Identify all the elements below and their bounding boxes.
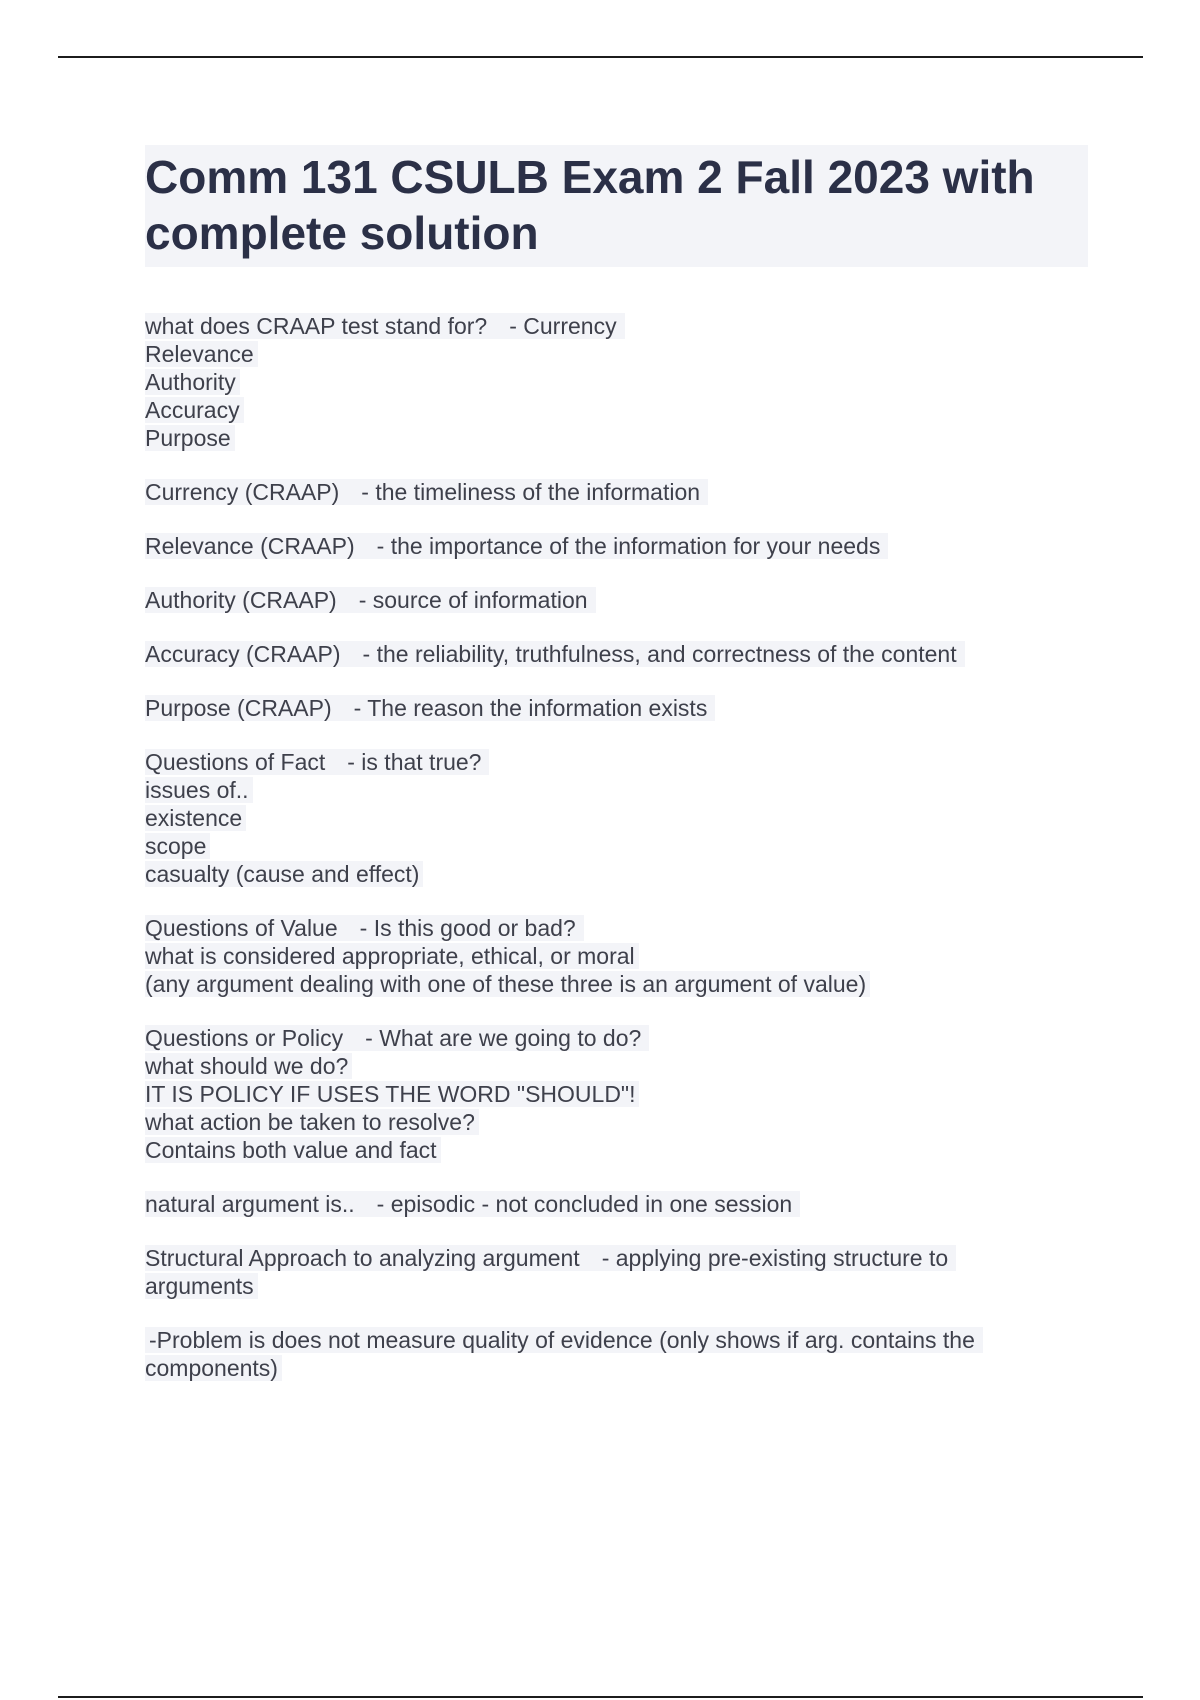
flashcard-definition: - Is this good or bad? xyxy=(360,915,580,941)
flashcard-definition: Purpose xyxy=(145,425,235,451)
flashcard-definition: arguments xyxy=(145,1273,258,1299)
flashcard-definition: issues of.. xyxy=(145,777,253,803)
flashcard-term: Questions of Value xyxy=(145,915,342,941)
flashcard-definition: - the timeliness of the information xyxy=(361,479,704,505)
flashcard-definition: Authority xyxy=(145,369,240,395)
flashcard-definition-line xyxy=(145,1354,1095,1382)
flashcard-definition-line xyxy=(145,860,1095,888)
flashcard xyxy=(145,1326,1095,1382)
flashcard-definition-line xyxy=(145,804,1095,832)
flashcard-definition: what is considered appropriate, ethical, or moral xyxy=(145,943,639,969)
flashcard xyxy=(145,1190,1095,1218)
flashcard-first-line xyxy=(145,694,1095,722)
flashcard-first-line xyxy=(145,312,1095,340)
flashcard-definition: (any argument dealing with one of these three is an argument of value) xyxy=(145,971,870,997)
flashcard-definition: casualty (cause and effect) xyxy=(145,861,423,887)
flashcard-definition-line xyxy=(145,832,1095,860)
flashcard-first-line xyxy=(145,748,1095,776)
flashcard-definition-line xyxy=(145,1108,1095,1136)
flashcard-term: Accuracy (CRAAP) xyxy=(145,641,345,667)
flashcard-definition: - applying pre-existing structure to xyxy=(602,1245,952,1271)
flashcard-definition: components) xyxy=(145,1355,282,1381)
flashcard-first-line xyxy=(145,1024,1095,1052)
flashcard-first-line xyxy=(145,640,1095,668)
flashcard xyxy=(145,1024,1095,1164)
flashcard-term: Questions or Policy xyxy=(145,1025,347,1051)
flashcard-definition: Contains both value and fact xyxy=(145,1137,441,1163)
flashcard-definition: scope xyxy=(145,833,210,859)
flashcard-definition-line xyxy=(145,942,1095,970)
flashcard-term: Currency (CRAAP) xyxy=(145,479,343,505)
flashcard-definition: IT IS POLICY IF USES THE WORD "SHOULD"! xyxy=(145,1081,639,1107)
flashcard-term: Authority (CRAAP) xyxy=(145,587,341,613)
flashcard-definition: Accuracy xyxy=(145,397,244,423)
flashcard-term: Purpose (CRAAP) xyxy=(145,695,336,721)
flashcard-definition: - is that true? xyxy=(347,749,485,775)
flashcard-first-line xyxy=(145,1190,1095,1218)
flashcard-list xyxy=(145,312,1095,1408)
flashcard-term: Relevance (CRAAP) xyxy=(145,533,359,559)
flashcard-definition: - The reason the information exists xyxy=(354,695,712,721)
flashcard xyxy=(145,914,1095,998)
flashcard-definition: - Currency xyxy=(509,313,620,339)
flashcard xyxy=(145,640,1095,668)
flashcard-term: natural argument is.. xyxy=(145,1191,359,1217)
flashcard-first-line xyxy=(145,1244,1095,1272)
flashcard xyxy=(145,312,1095,452)
flashcard-first-line xyxy=(145,478,1095,506)
flashcard-first-line xyxy=(145,586,1095,614)
flashcard-term: Structural Approach to analyzing argument xyxy=(145,1245,584,1271)
flashcard-definition-line xyxy=(145,776,1095,804)
flashcard-first-line xyxy=(145,532,1095,560)
flashcard-definition: - the reliability, truthfulness, and correctness of the content xyxy=(363,641,961,667)
flashcard-first-line xyxy=(145,914,1095,942)
flashcard-definition-line xyxy=(145,1052,1095,1080)
flashcard-definition: -Problem is does not measure quality of evidence (only shows if arg. contains the xyxy=(149,1327,979,1353)
flashcard-definition-line xyxy=(145,970,1095,998)
flashcard-definition-line xyxy=(145,1272,1095,1300)
bottom-rule xyxy=(58,1696,1143,1698)
flashcard xyxy=(145,586,1095,614)
flashcard-term: what does CRAAP test stand for? xyxy=(145,313,491,339)
flashcard-definition: - What are we going to do? xyxy=(365,1025,645,1051)
title-line-2: complete solution xyxy=(145,207,539,259)
top-rule xyxy=(58,56,1143,58)
flashcard xyxy=(145,748,1095,888)
flashcard-definition-line xyxy=(145,396,1095,424)
flashcard-definition: what should we do? xyxy=(145,1053,352,1079)
flashcard xyxy=(145,694,1095,722)
flashcard-definition: what action be taken to resolve? xyxy=(145,1109,479,1135)
flashcard-definition-line xyxy=(145,340,1095,368)
flashcard-definition-line xyxy=(145,1080,1095,1108)
flashcard-definition: - the importance of the information for your needs xyxy=(377,533,885,559)
flashcard-definition-line xyxy=(145,1136,1095,1164)
flashcard xyxy=(145,1244,1095,1300)
flashcard-definition-line xyxy=(145,368,1095,396)
flashcard-definition-line xyxy=(145,424,1095,452)
page-title xyxy=(145,145,1088,267)
flashcard-definition: existence xyxy=(145,805,246,831)
flashcard xyxy=(145,532,1095,560)
flashcard-definition: - episodic - not concluded in one session xyxy=(377,1191,797,1217)
flashcard-first-line xyxy=(145,1326,1095,1354)
flashcard-definition: - source of information xyxy=(359,587,592,613)
title-line-1: Comm 131 CSULB Exam 2 Fall 2023 with xyxy=(145,151,1035,203)
flashcard-term: Questions of Fact xyxy=(145,749,329,775)
flashcard-definition: Relevance xyxy=(145,341,258,367)
flashcard xyxy=(145,478,1095,506)
